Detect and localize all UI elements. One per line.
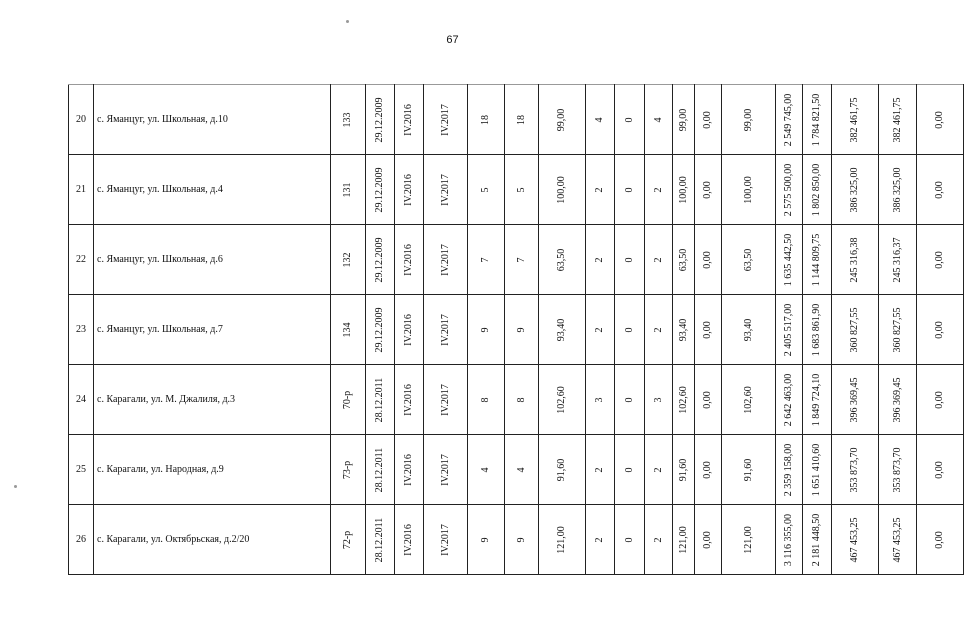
cost-other-cell [917, 225, 964, 295]
address: с. Карагали, ул. Народная, д.9 [94, 435, 331, 505]
cost-other: 0,00 [934, 180, 945, 199]
area: 100,00 [556, 175, 567, 204]
document-number-cell [331, 155, 366, 225]
cost-total-cell [776, 225, 803, 295]
document-date: 28.12.2011 [374, 447, 385, 492]
cost-other: 0,00 [934, 530, 945, 549]
area-1-cell [673, 435, 695, 505]
document-date: 28.12.2011 [374, 517, 385, 562]
cost-other-cell [917, 295, 964, 365]
cost-budget-cell [832, 225, 879, 295]
residents-count-2-cell [505, 155, 539, 225]
area-2-cell [695, 435, 722, 505]
area: 91,60 [556, 458, 567, 481]
cost-fund-cell [803, 295, 832, 365]
cost-total: 3 116 355,00 [783, 513, 794, 566]
planned-start: IV.2016 [403, 173, 414, 206]
area-cell [539, 295, 586, 365]
area-cell [539, 435, 586, 505]
rooms: 2 [594, 467, 605, 472]
area-3-cell [722, 435, 776, 505]
area-1-cell [673, 225, 695, 295]
planned-end-cell [424, 295, 468, 365]
planned-end-cell [424, 155, 468, 225]
address: с. Карагали, ул. Октябрьская, д.2/20 [94, 505, 331, 575]
rooms-total-cell [645, 85, 673, 155]
planned-start: IV.2016 [403, 313, 414, 346]
rooms-total-cell [645, 295, 673, 365]
residents-count-cell [468, 365, 505, 435]
area-2-cell [695, 85, 722, 155]
rooms-other: 0 [623, 257, 635, 262]
address: с. Яманцуг, ул. Школьная, д.6 [94, 225, 331, 295]
residents-count: 8 [480, 397, 491, 402]
cost-budget: 353 873,70 [849, 447, 860, 492]
cost-budget-cell [832, 435, 879, 505]
residents-count-cell [468, 155, 505, 225]
document-date-cell [366, 365, 395, 435]
address: с. Яманцуг, ул. Школьная, д.4 [94, 155, 331, 225]
cost-local-cell [879, 295, 917, 365]
residents-count-2: 8 [515, 397, 527, 402]
rooms-total: 4 [652, 117, 664, 122]
rooms-other-cell [615, 85, 645, 155]
residents-count-2: 7 [515, 257, 527, 262]
cost-fund: 2 181 448,50 [811, 513, 822, 566]
area-2: 0,00 [702, 250, 713, 269]
rooms-cell [586, 295, 615, 365]
cost-fund-cell [803, 85, 832, 155]
cost-other: 0,00 [934, 110, 945, 129]
row-number: 21 [69, 155, 94, 225]
cost-fund-cell [803, 505, 832, 575]
area-1-cell [673, 505, 695, 575]
area-3-cell [722, 365, 776, 435]
planned-end-cell [424, 365, 468, 435]
area-1-cell [673, 85, 695, 155]
cost-fund: 1 849 724,10 [811, 373, 822, 426]
residents-count-2: 9 [515, 327, 527, 332]
rooms-cell [586, 85, 615, 155]
planned-end-cell [424, 505, 468, 575]
residents-count-cell [468, 295, 505, 365]
area-1-cell [673, 365, 695, 435]
cost-local: 360 827,55 [891, 307, 903, 352]
table-row [69, 435, 964, 505]
row-number: 24 [69, 365, 94, 435]
document-date-cell [366, 435, 395, 505]
rooms-other: 0 [623, 117, 635, 122]
planned-end-cell [424, 435, 468, 505]
planned-end-cell [424, 225, 468, 295]
planned-end: IV.2017 [439, 243, 451, 276]
rooms-total-cell [645, 155, 673, 225]
area: 63,50 [556, 248, 567, 271]
cost-local: 353 873,70 [891, 447, 903, 492]
area-3: 121,00 [742, 525, 754, 554]
cost-local-cell [879, 505, 917, 575]
rooms-total: 2 [652, 537, 664, 542]
table-row [69, 505, 964, 575]
planned-end: IV.2017 [439, 453, 451, 486]
cost-fund: 1 683 861,90 [811, 303, 822, 356]
rooms: 2 [594, 187, 605, 192]
row-number: 20 [69, 85, 94, 155]
cost-total-cell [776, 155, 803, 225]
residents-count: 7 [480, 257, 491, 262]
area: 93,40 [556, 318, 567, 341]
area-2-cell [695, 155, 722, 225]
table-row [69, 295, 964, 365]
cost-budget: 245 316,38 [849, 237, 860, 282]
rooms-total: 2 [652, 467, 664, 472]
cost-other-cell [917, 435, 964, 505]
planned-start: IV.2016 [403, 243, 414, 276]
page-number: 67 [446, 34, 459, 46]
rooms-other: 0 [623, 397, 635, 402]
rooms: 2 [594, 537, 605, 542]
residents-count-2-cell [505, 85, 539, 155]
area-2: 0,00 [702, 460, 713, 479]
cost-total-cell [776, 85, 803, 155]
rooms-other-cell [615, 295, 645, 365]
cost-local-cell [879, 435, 917, 505]
area-cell [539, 365, 586, 435]
cost-fund-cell [803, 435, 832, 505]
residents-count-cell [468, 225, 505, 295]
address: с. Карагали, ул. М. Джалиля, д.3 [94, 365, 331, 435]
residents-count-cell [468, 435, 505, 505]
area-2: 0,00 [702, 390, 713, 409]
area-1-cell [673, 295, 695, 365]
residents-count-2-cell [505, 435, 539, 505]
area-3: 102,60 [742, 385, 754, 414]
rooms-cell [586, 365, 615, 435]
residents-count-cell [468, 505, 505, 575]
area: 121,00 [556, 525, 567, 554]
cost-other-cell [917, 365, 964, 435]
area: 102,60 [556, 385, 567, 414]
rooms-total: 2 [652, 187, 664, 192]
residents-count-2-cell [505, 295, 539, 365]
rooms-other: 0 [623, 537, 635, 542]
document-date: 29.12.2009 [374, 167, 385, 212]
residents-count: 9 [480, 327, 491, 332]
document-number-cell [331, 225, 366, 295]
document-number: 73-р [342, 460, 353, 479]
rooms: 3 [594, 397, 605, 402]
row-number: 23 [69, 295, 94, 365]
area-2-cell [695, 505, 722, 575]
cost-total-cell [776, 435, 803, 505]
cost-other: 0,00 [934, 320, 945, 339]
document-date: 29.12.2009 [374, 307, 385, 352]
document-date-cell [366, 85, 395, 155]
rooms-cell [586, 505, 615, 575]
cost-other-cell [917, 85, 964, 155]
area-3-cell [722, 295, 776, 365]
cost-total: 2 575 500,00 [783, 163, 794, 216]
area-1: 100,00 [677, 175, 689, 204]
planned-end: IV.2017 [439, 383, 451, 416]
cost-budget-cell [832, 295, 879, 365]
rooms-cell [586, 435, 615, 505]
planned-end: IV.2017 [439, 103, 451, 136]
cost-other: 0,00 [934, 460, 945, 479]
area-1: 99,00 [677, 108, 689, 131]
planned-start: IV.2016 [403, 103, 414, 136]
rooms: 4 [594, 117, 605, 122]
cost-fund-cell [803, 155, 832, 225]
cost-budget-cell [832, 155, 879, 225]
document-date-cell [366, 155, 395, 225]
rooms-total-cell [645, 365, 673, 435]
rooms-other: 0 [623, 327, 635, 332]
planned-start: IV.2016 [403, 453, 414, 486]
cost-total-cell [776, 365, 803, 435]
cost-local-cell [879, 155, 917, 225]
scan-speck [14, 485, 17, 488]
cost-total: 2 405 517,00 [783, 303, 794, 356]
planned-end-cell [424, 85, 468, 155]
planned-start-cell [395, 85, 424, 155]
residents-count: 4 [480, 467, 491, 472]
cost-budget-cell [832, 505, 879, 575]
cost-fund: 1 802 850,00 [811, 163, 822, 216]
document-number: 134 [342, 322, 353, 337]
area-3-cell [722, 225, 776, 295]
rooms-other-cell [615, 435, 645, 505]
area-2-cell [695, 365, 722, 435]
area-2: 0,00 [702, 110, 713, 129]
cost-other: 0,00 [934, 390, 945, 409]
document-number: 132 [342, 252, 353, 267]
rooms-other-cell [615, 155, 645, 225]
cost-fund-cell [803, 365, 832, 435]
cost-budget: 467 453,25 [849, 517, 860, 562]
cost-budget-cell [832, 365, 879, 435]
cost-local: 467 453,25 [891, 517, 903, 562]
cost-total: 1 635 442,50 [783, 233, 794, 286]
area-cell [539, 85, 586, 155]
area-3-cell [722, 85, 776, 155]
planned-start-cell [395, 365, 424, 435]
document-number: 133 [342, 112, 353, 127]
document-number-cell [331, 295, 366, 365]
area-3-cell [722, 155, 776, 225]
residents-count-2: 18 [515, 114, 527, 125]
cost-total: 2 359 158,00 [783, 443, 794, 496]
area-3: 99,00 [742, 108, 754, 131]
cost-total: 2 642 463,00 [783, 373, 794, 426]
cost-local: 245 316,37 [891, 237, 903, 282]
document-number-cell [331, 365, 366, 435]
planned-end: IV.2017 [439, 173, 451, 206]
rooms-total: 2 [652, 257, 664, 262]
cost-total-cell [776, 505, 803, 575]
residents-count-cell [468, 85, 505, 155]
area-1-cell [673, 155, 695, 225]
planned-start-cell [395, 155, 424, 225]
area-2: 0,00 [702, 530, 713, 549]
area-1: 102,60 [677, 385, 689, 414]
rooms-other-cell [615, 365, 645, 435]
document-number: 72-р [342, 530, 353, 549]
rooms-cell [586, 155, 615, 225]
address: с. Яманцуг, ул. Школьная, д.10 [94, 85, 331, 155]
cost-other: 0,00 [934, 250, 945, 269]
residents-count: 18 [480, 114, 491, 125]
document-number: 70-р [342, 390, 353, 409]
document-number-cell [331, 85, 366, 155]
rooms-total: 3 [652, 397, 664, 402]
area-1: 121,00 [677, 525, 689, 554]
planned-start-cell [395, 435, 424, 505]
planned-start: IV.2016 [403, 523, 414, 556]
area-1: 93,40 [677, 318, 689, 341]
row-number: 22 [69, 225, 94, 295]
residents-count-2: 5 [515, 187, 527, 192]
document-date-cell [366, 225, 395, 295]
document-number: 131 [342, 182, 353, 197]
document-date: 29.12.2009 [374, 237, 385, 282]
residents-count: 9 [480, 537, 491, 542]
row-number: 26 [69, 505, 94, 575]
area-3: 93,40 [742, 318, 754, 341]
area-3-cell [722, 505, 776, 575]
planned-start-cell [395, 295, 424, 365]
cost-budget: 386 325,00 [849, 167, 860, 212]
planned-end: IV.2017 [439, 313, 451, 346]
cost-fund: 1 784 821,50 [811, 93, 822, 146]
cost-budget: 360 827,55 [849, 307, 860, 352]
rooms-other-cell [615, 505, 645, 575]
cost-other-cell [917, 505, 964, 575]
housing-register-table [68, 84, 964, 575]
document-date: 29.12.2009 [374, 97, 385, 142]
area-cell [539, 225, 586, 295]
cost-budget-cell [832, 85, 879, 155]
cost-local: 382 461,75 [891, 97, 903, 142]
area-2-cell [695, 295, 722, 365]
row-number: 25 [69, 435, 94, 505]
cost-local-cell [879, 85, 917, 155]
document-number-cell [331, 505, 366, 575]
document-date: 28.12.2011 [374, 377, 385, 422]
planned-start-cell [395, 225, 424, 295]
cost-fund: 1 144 809,75 [811, 233, 822, 286]
rooms-other-cell [615, 225, 645, 295]
area-1: 91,60 [677, 458, 689, 481]
cost-fund: 1 651 410,60 [811, 443, 822, 496]
area-2: 0,00 [702, 180, 713, 199]
area-2: 0,00 [702, 320, 713, 339]
rooms-other: 0 [623, 187, 635, 192]
planned-end: IV.2017 [439, 523, 451, 556]
area-3: 91,60 [742, 458, 754, 481]
rooms: 2 [594, 257, 605, 262]
residents-count: 5 [480, 187, 491, 192]
cost-local-cell [879, 225, 917, 295]
residents-count-2-cell [505, 225, 539, 295]
area-3: 100,00 [742, 175, 754, 204]
area-1: 63,50 [677, 248, 689, 271]
planned-start: IV.2016 [403, 383, 414, 416]
cost-budget: 396 369,45 [849, 377, 860, 422]
cost-other-cell [917, 155, 964, 225]
cost-fund-cell [803, 225, 832, 295]
table-row [69, 365, 964, 435]
rooms-total-cell [645, 505, 673, 575]
cost-budget: 382 461,75 [849, 97, 860, 142]
area-cell [539, 155, 586, 225]
cost-local: 386 325,00 [891, 167, 903, 212]
area: 99,00 [556, 108, 567, 131]
rooms-cell [586, 225, 615, 295]
planned-start-cell [395, 505, 424, 575]
rooms-other: 0 [623, 467, 635, 472]
rooms-total-cell [645, 225, 673, 295]
document-date-cell [366, 295, 395, 365]
residents-count-2-cell [505, 365, 539, 435]
cost-local-cell [879, 365, 917, 435]
rooms: 2 [594, 327, 605, 332]
area-cell [539, 505, 586, 575]
area-3: 63,50 [742, 248, 754, 271]
table-row [69, 85, 964, 155]
document-number-cell [331, 435, 366, 505]
table-row [69, 225, 964, 295]
scan-speck [346, 20, 349, 23]
area-2-cell [695, 225, 722, 295]
cost-total: 2 549 745,00 [783, 93, 794, 146]
residents-count-2: 4 [515, 467, 527, 472]
document-date-cell [366, 505, 395, 575]
cost-total-cell [776, 295, 803, 365]
rooms-total-cell [645, 435, 673, 505]
table-row [69, 155, 964, 225]
residents-count-2-cell [505, 505, 539, 575]
address: с. Яманцуг, ул. Школьная, д.7 [94, 295, 331, 365]
cost-local: 396 369,45 [891, 377, 903, 422]
rooms-total: 2 [652, 327, 664, 332]
residents-count-2: 9 [515, 537, 527, 542]
